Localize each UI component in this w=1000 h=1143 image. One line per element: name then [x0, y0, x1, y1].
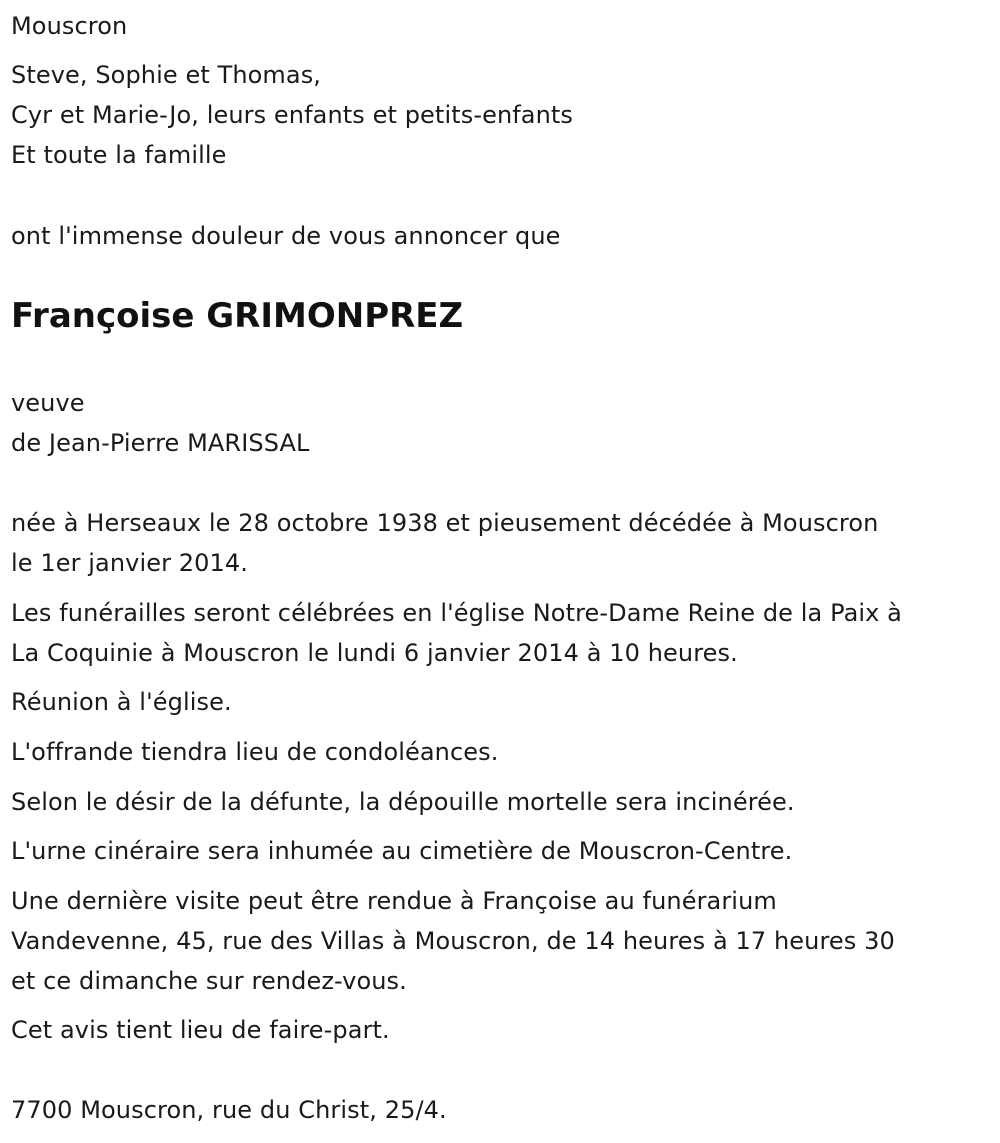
- widow-line-1: veuve: [11, 389, 85, 417]
- birth-death-line-2: le 1er janvier 2014.: [11, 549, 249, 577]
- city-heading: Mouscron: [11, 12, 128, 40]
- family-line-1: Steve, Sophie et Thomas,: [11, 61, 322, 89]
- visit-line-3: et ce dimanche sur rendez-vous.: [11, 967, 407, 995]
- address-text: 7700 Mouscron, rue du Christ, 25/4.: [11, 1096, 447, 1124]
- urn-text: L'urne cinéraire sera inhumée au cimetière de Mouscron-Centre.: [11, 837, 793, 865]
- visit-line-1: Une dernière visite peut être rendue à Françoise au funérarium: [11, 887, 777, 915]
- visit-line-2: Vandevenne, 45, rue des Villas à Mouscron, de 14 heures à 17 heures 30: [11, 927, 895, 955]
- widow-line-2: de Jean-Pierre MARISSAL: [11, 429, 310, 457]
- meeting-text: Réunion à l'église.: [11, 688, 232, 716]
- family-line-3: Et toute la famille: [11, 141, 227, 169]
- wish-text: Selon le désir de la défunte, la dépouille mortelle sera incinérée.: [11, 788, 795, 816]
- announcement-text: ont l'immense douleur de vous annoncer que: [11, 222, 561, 250]
- notice-text: Cet avis tient lieu de faire-part.: [11, 1016, 390, 1044]
- birth-death-line-1: née à Herseaux le 28 octobre 1938 et pieusement décédée à Mouscron: [11, 509, 879, 537]
- funeral-line-1: Les funérailles seront célébrées en l'église Notre-Dame Reine de la Paix à: [11, 599, 902, 627]
- offering-text: L'offrande tiendra lieu de condoléances.: [11, 738, 499, 766]
- family-line-2: Cyr et Marie-Jo, leurs enfants et petits-enfants: [11, 101, 574, 129]
- funeral-line-2: La Coquinie à Mouscron le lundi 6 janvier 2014 à 10 heures.: [11, 639, 738, 667]
- deceased-name: Françoise GRIMONPREZ: [11, 296, 464, 336]
